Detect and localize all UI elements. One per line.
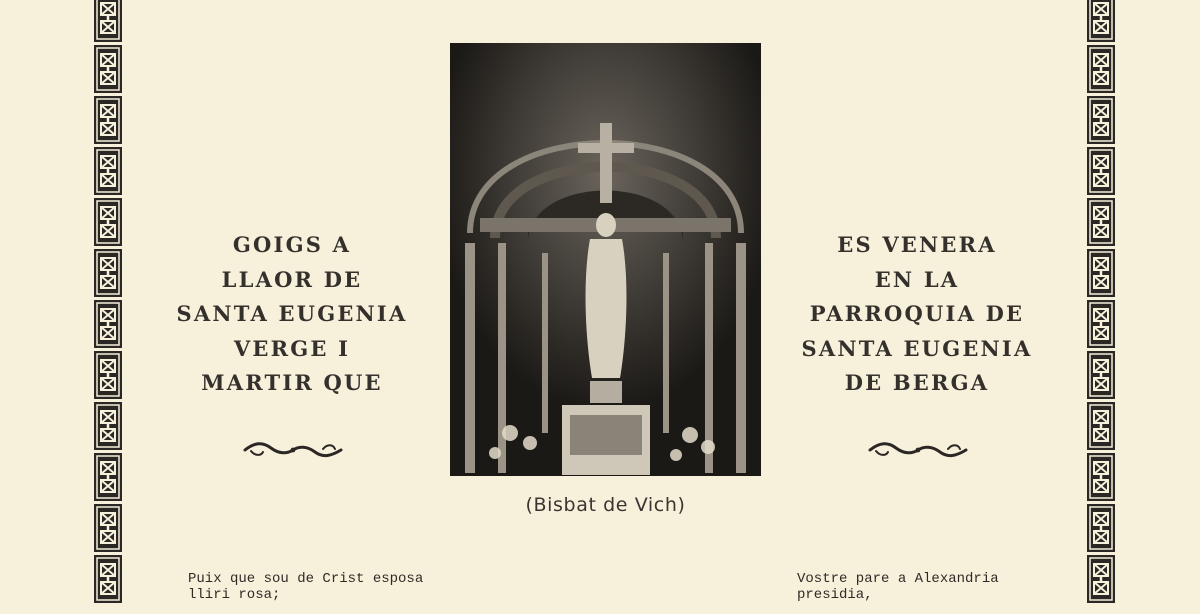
title-left: [147, 228, 437, 401]
title-right-line: SANTA EUGENIA: [801, 335, 1033, 361]
right-border: [1087, 0, 1115, 614]
celtic-knot-icon: [1087, 198, 1115, 246]
verse-right-line: presidia,: [797, 587, 873, 603]
celtic-knot-icon: [94, 504, 122, 552]
celtic-knot-icon: [1087, 45, 1115, 93]
celtic-knot-icon: [94, 351, 122, 399]
title-left-line: LLAOR DE: [221, 266, 363, 292]
celtic-knot-icon: [94, 198, 122, 246]
title-right-line: PARROQUIA DE: [809, 301, 1025, 326]
celtic-knot-icon: [94, 453, 122, 501]
celtic-knot-icon: [94, 402, 122, 450]
title-right-line: EN LA: [874, 266, 960, 292]
celtic-knot-icon: [94, 300, 122, 348]
title-left-line: SANTA EUGENIA: [176, 301, 408, 326]
title-right: [772, 228, 1062, 401]
celtic-knot-icon: [1087, 0, 1115, 42]
celtic-knot-icon: [94, 555, 122, 603]
celtic-knot-icon: [1087, 249, 1115, 297]
title-right-line: ES VENERA: [837, 232, 997, 257]
celtic-knot-icon: [1087, 402, 1115, 450]
verse-right: [797, 571, 1097, 603]
celtic-knot-icon: [1087, 96, 1115, 144]
celtic-knot-icon: [94, 147, 122, 195]
verse-left-line: lliri rosa;: [188, 587, 281, 603]
title-left-line: VERGE I: [233, 335, 351, 361]
left-border: [94, 0, 122, 614]
scroll-flourish-icon: [241, 440, 345, 460]
altar-statue-photo: [450, 43, 761, 476]
verse-left-line: Puix que sou de Crist esposa: [188, 571, 424, 587]
scroll-flourish-icon: [866, 440, 970, 460]
celtic-knot-icon: [1087, 453, 1115, 501]
celtic-knot-icon: [94, 0, 122, 42]
celtic-knot-icon: [1087, 351, 1115, 399]
celtic-knot-icon: [1087, 504, 1115, 552]
celtic-knot-icon: [94, 96, 122, 144]
title-left-line: MARTIR QUE: [201, 370, 383, 395]
celtic-knot-icon: [94, 249, 122, 297]
verse-left: [188, 571, 488, 603]
caption: (Bisbat de Vich): [525, 494, 686, 516]
title-right-line: DE BERGA: [844, 370, 990, 395]
celtic-knot-icon: [1087, 147, 1115, 195]
celtic-knot-icon: [94, 45, 122, 93]
title-left-line: GOIGS A: [232, 232, 352, 257]
verse-right-line: Vostre pare a Alexandria: [797, 571, 999, 587]
celtic-knot-icon: [1087, 300, 1115, 348]
